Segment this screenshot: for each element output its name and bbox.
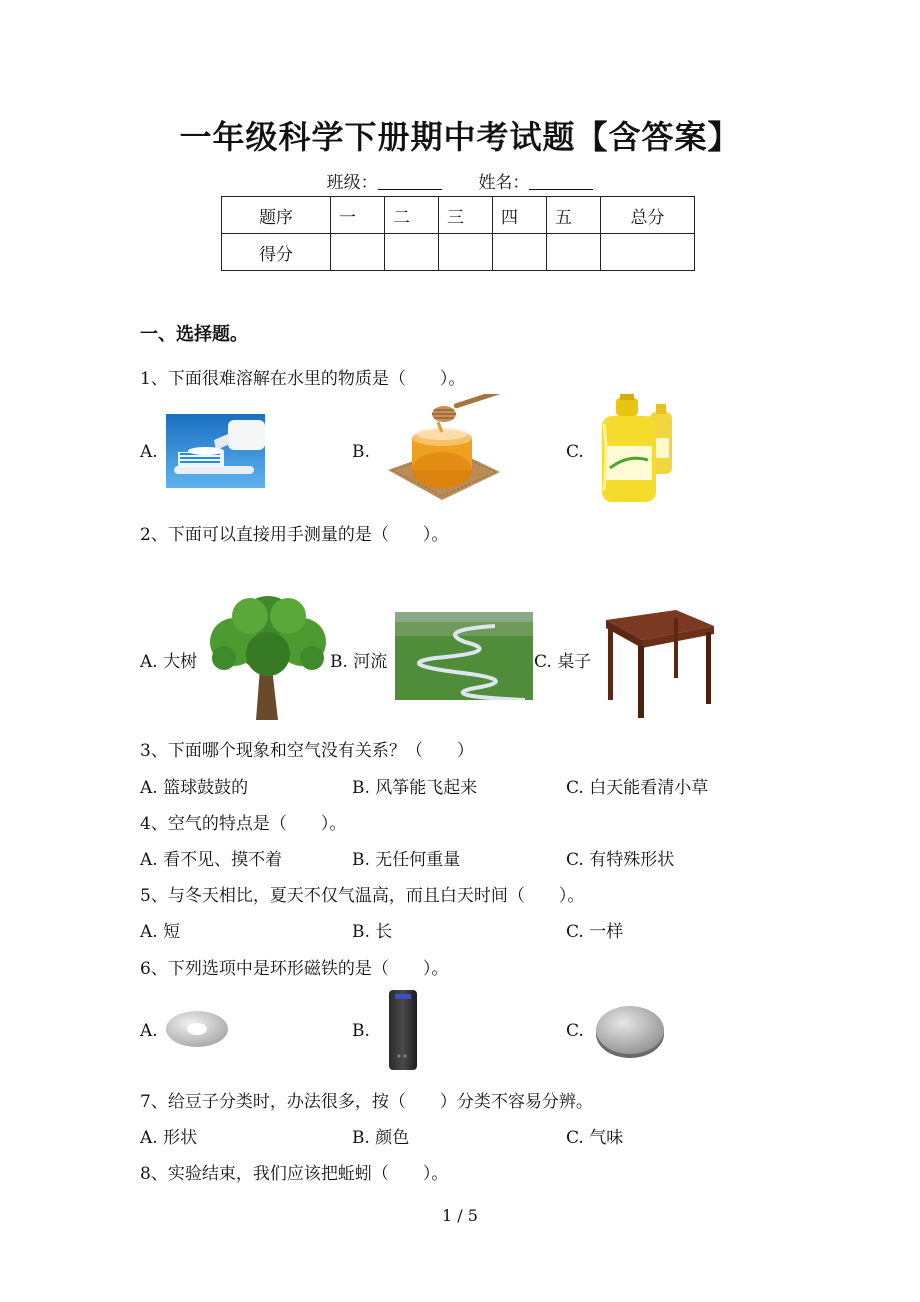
option-b[interactable]: B. (352, 442, 370, 462)
question-7: 7、给豆子分类时，办法很多，按（ ）分类不容易分辨。 (140, 1092, 593, 1112)
option-a[interactable]: A. 篮球鼓鼓的 (140, 778, 249, 798)
option-c[interactable]: C. (566, 442, 584, 462)
score-input-cell[interactable] (385, 234, 439, 271)
option-b[interactable]: B. (352, 1021, 370, 1041)
question-4: 4、空气的特点是（ ）。 (140, 814, 347, 834)
option-c[interactable]: C. 白天能看清小草 (566, 778, 709, 798)
honey-image (384, 394, 504, 502)
name-label: 姓名： (478, 173, 530, 193)
question-3: 3、下面哪个现象和空气没有关系？（ ） (140, 741, 474, 761)
option-a[interactable]: A. (140, 442, 158, 462)
class-blank[interactable] (378, 175, 442, 190)
option-b[interactable]: B. 长 (352, 922, 393, 942)
score-input-cell[interactable] (601, 234, 695, 271)
option-b[interactable]: B. 无任何重量 (352, 850, 461, 870)
section-heading: 一、选择题。 (140, 324, 248, 345)
option-c[interactable]: C. 有特殊形状 (566, 850, 675, 870)
option-c[interactable]: C. (566, 1021, 584, 1041)
table-cell: 一 (331, 197, 385, 234)
table-cell: 得分 (222, 234, 331, 271)
option-c[interactable]: C. 气味 (566, 1128, 624, 1148)
question-6: 6、下列选项中是环形磁铁的是（ ）。 (140, 959, 449, 979)
option-b[interactable]: B. 河流 (330, 652, 388, 672)
table-cell: 三 (439, 197, 493, 234)
option-c[interactable]: C. 一样 (566, 922, 624, 942)
table-cell: 四 (493, 197, 547, 234)
option-c[interactable]: C. 桌子 (534, 652, 592, 672)
tree-image (204, 592, 332, 722)
question-5: 5、与冬天相比，夏天不仅气温高，而且白天时间（ ）。 (140, 886, 585, 906)
option-b[interactable]: B. 颜色 (352, 1128, 410, 1148)
table-cell: 二 (385, 197, 439, 234)
class-label: 班级： (326, 173, 378, 193)
score-table-score-row (222, 234, 695, 271)
score-input-cell[interactable] (493, 234, 547, 271)
page-number: 1 / 5 (442, 1206, 478, 1225)
toothpaste-image (166, 414, 265, 488)
score-input-cell[interactable] (331, 234, 385, 271)
bar-magnet-image (387, 988, 419, 1072)
table-image (602, 608, 714, 718)
table-cell: 总分 (601, 197, 695, 234)
option-a[interactable]: A. 形状 (140, 1128, 198, 1148)
student-info (0, 168, 920, 193)
disc-magnet-image (594, 1000, 666, 1060)
option-a[interactable]: A. (140, 1021, 158, 1041)
option-b[interactable]: B. 风筝能飞起来 (352, 778, 478, 798)
page-title: 一年级科学下册期中考试题【含答案】 (179, 118, 741, 156)
ring-magnet-image (164, 1008, 230, 1050)
oil-bottle-image (598, 394, 678, 504)
option-a[interactable]: A. 大树 (140, 652, 198, 672)
name-blank[interactable] (529, 175, 593, 190)
question-2: 2、下面可以直接用手测量的是（ ）。 (140, 525, 449, 545)
score-input-cell[interactable] (547, 234, 601, 271)
table-cell: 题序 (222, 197, 331, 234)
question-8: 8、实验结束，我们应该把蚯蚓（ ）。 (140, 1164, 449, 1184)
score-table (221, 196, 695, 271)
score-table-header-row (222, 197, 695, 234)
table-cell: 五 (547, 197, 601, 234)
question-1: 1、下面很难溶解在水里的物质是（ ）。 (140, 369, 466, 389)
option-a[interactable]: A. 看不见、摸不着 (140, 850, 283, 870)
river-image (395, 612, 533, 700)
score-input-cell[interactable] (439, 234, 493, 271)
option-a[interactable]: A. 短 (140, 922, 181, 942)
